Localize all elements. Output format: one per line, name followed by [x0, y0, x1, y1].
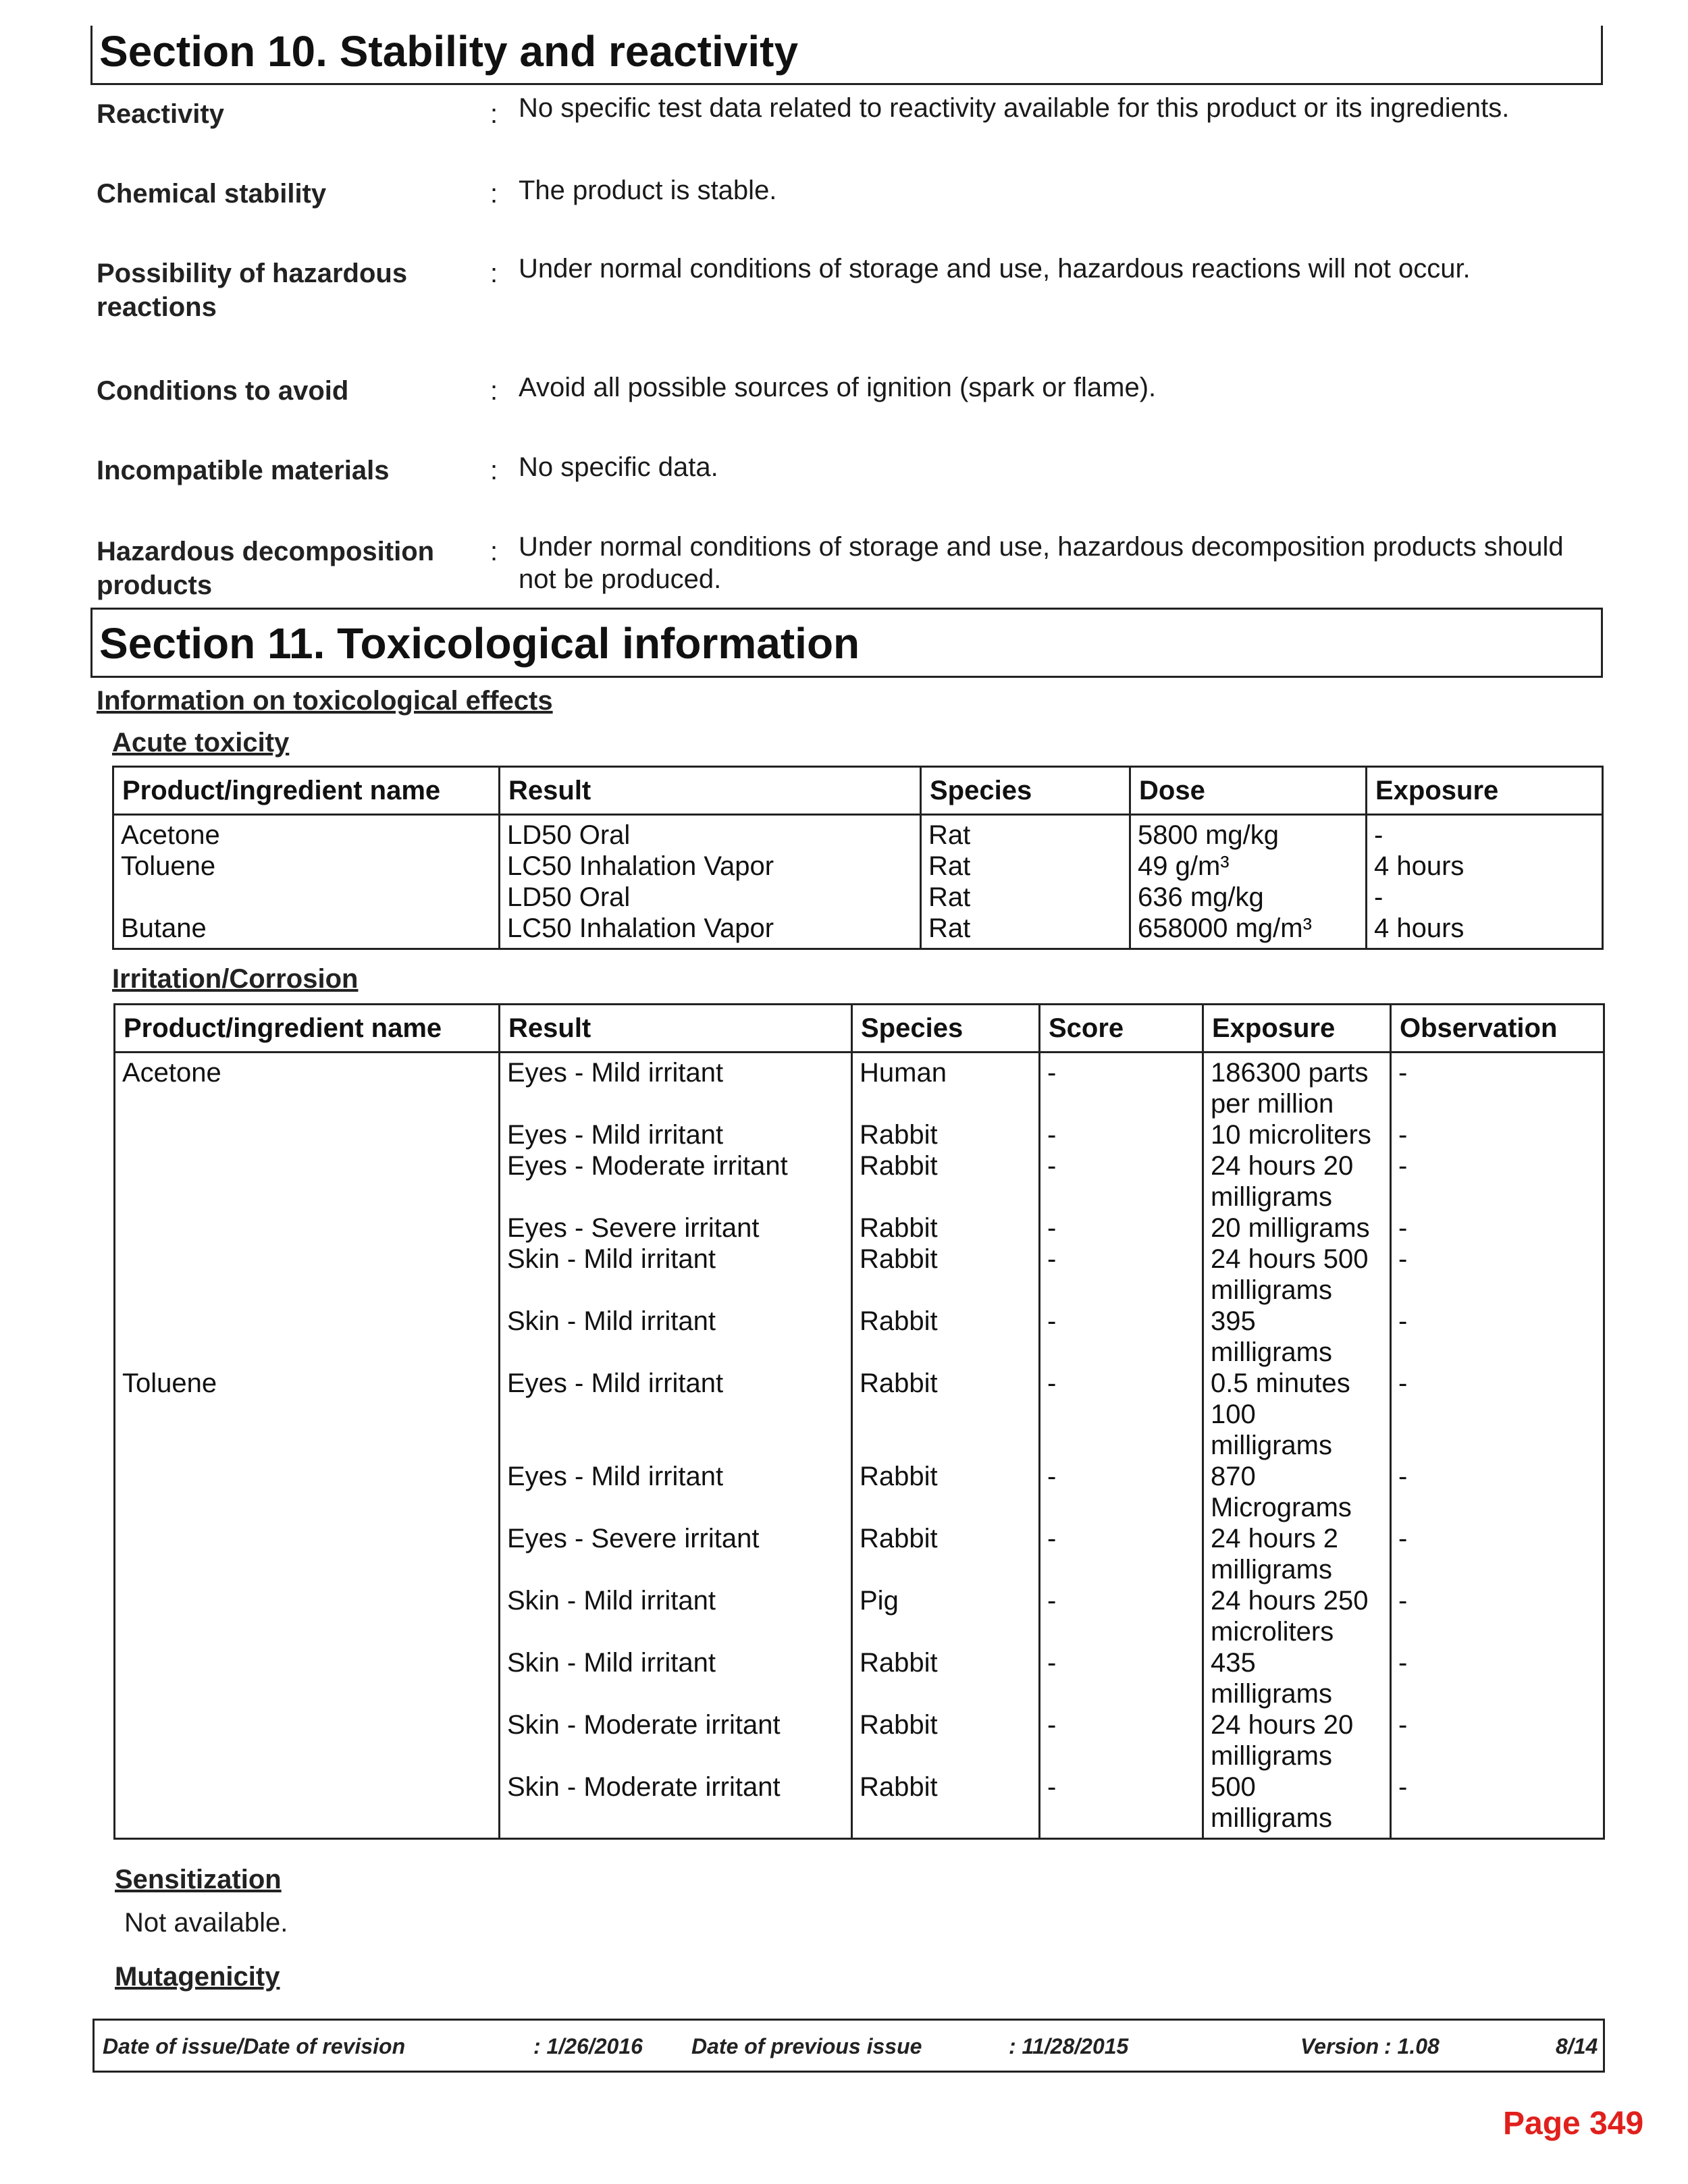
table-cell: Rat	[921, 882, 1130, 913]
table-cell: 435 milligrams	[1203, 1647, 1391, 1709]
table-cell: 5800 mg/kg	[1130, 815, 1367, 851]
table-cell: 0.5 minutes 100 milligrams	[1203, 1368, 1391, 1461]
section-11-header	[90, 608, 1603, 678]
table-cell: 49 g/m³	[1130, 851, 1367, 882]
table-cell: 186300 parts per million	[1203, 1053, 1391, 1120]
column-header: Species	[852, 1005, 1040, 1053]
table-cell: -	[1391, 1306, 1604, 1368]
table-cell: -	[1040, 1709, 1203, 1772]
table-cell: Rabbit	[852, 1523, 1040, 1585]
table-cell: Rabbit	[852, 1461, 1040, 1523]
table-row	[115, 1709, 1604, 1772]
table-row	[115, 1213, 1604, 1244]
table-cell: Eyes - Mild irritant	[500, 1053, 852, 1120]
table-cell: Rabbit	[852, 1368, 1040, 1461]
footer-version-value: : 1.08	[1384, 2034, 1440, 2058]
value-incompatible-materials: No specific data.	[519, 452, 718, 482]
table-cell: Skin - Mild irritant	[500, 1647, 852, 1709]
table-cell: Acetone	[113, 815, 500, 851]
table-cell: Skin - Moderate irritant	[500, 1709, 852, 1772]
table-cell: Eyes - Mild irritant	[500, 1119, 852, 1150]
table-row	[115, 1119, 1604, 1150]
table-cell: Rabbit	[852, 1213, 1040, 1244]
table-cell: -	[1040, 1213, 1203, 1244]
table-cell: -	[1391, 1523, 1604, 1585]
column-header: Observation	[1391, 1005, 1604, 1053]
sensitization-value: Not available.	[124, 1908, 288, 1938]
table-cell	[115, 1306, 500, 1368]
acute-toxicity-heading: Acute toxicity	[112, 728, 290, 757]
table-cell: 24 hours 250 microliters	[1203, 1585, 1391, 1647]
footer-issue-label: Date of issue/Date of revision	[103, 2034, 406, 2058]
table-cell: -	[1391, 1772, 1604, 1839]
label-hazardous-reactions: Possibility of hazardous reactions	[97, 259, 408, 322]
colon: :	[490, 179, 498, 209]
table-cell: -	[1040, 1119, 1203, 1150]
table-cell: 4 hours	[1367, 913, 1603, 949]
table-cell: -	[1391, 1647, 1604, 1709]
table-row	[115, 1244, 1604, 1306]
table-cell: Butane	[113, 913, 500, 949]
table-cell: 24 hours 2 milligrams	[1203, 1523, 1391, 1585]
column-header: Result	[500, 767, 921, 815]
table-cell: 636 mg/kg	[1130, 882, 1367, 913]
table-row	[113, 851, 1603, 882]
sensitization-heading: Sensitization	[115, 1865, 282, 1894]
table-cell: Pig	[852, 1585, 1040, 1647]
value-hazardous-reactions: Under normal conditions of storage and use, hazardous reactions will not occur.	[519, 254, 1471, 284]
table-row	[113, 882, 1603, 913]
table-cell: -	[1040, 1523, 1203, 1585]
footer-prev-value: : 11/28/2015	[1009, 2034, 1129, 2058]
table-cell	[115, 1213, 500, 1244]
table-row	[115, 1647, 1604, 1709]
table-row	[115, 1306, 1604, 1368]
table-cell: -	[1391, 1461, 1604, 1523]
table-header-row	[113, 767, 1603, 815]
table-row	[115, 1772, 1604, 1839]
acute-toxicity-table	[112, 766, 1604, 950]
value-chemical-stability: The product is stable.	[519, 176, 777, 205]
table-row	[115, 1461, 1604, 1523]
table-cell: -	[1040, 1368, 1203, 1461]
table-cell: LC50 Inhalation Vapor	[500, 913, 921, 949]
table-cell: 500 milligrams	[1203, 1772, 1391, 1839]
table-cell: Eyes - Severe irritant	[500, 1213, 852, 1244]
label-conditions-to-avoid: Conditions to avoid	[97, 376, 349, 406]
table-cell: 24 hours 20 milligrams	[1203, 1150, 1391, 1213]
column-header: Product/ingredient name	[113, 767, 500, 815]
table-row	[115, 1053, 1604, 1120]
table-cell: Rat	[921, 851, 1130, 882]
column-header: Product/ingredient name	[115, 1005, 500, 1053]
table-cell: -	[1391, 1119, 1604, 1150]
table-row	[115, 1368, 1604, 1461]
table-cell: Toluene	[115, 1368, 500, 1461]
value-conditions-to-avoid: Avoid all possible sources of ignition (spark or flame).	[519, 373, 1157, 402]
colon: :	[490, 537, 498, 566]
table-cell	[115, 1461, 500, 1523]
table-cell: -	[1040, 1647, 1203, 1709]
table-cell: Skin - Mild irritant	[500, 1306, 852, 1368]
footer-version-label: Version	[1300, 2034, 1379, 2058]
mutagenicity-heading: Mutagenicity	[115, 1962, 280, 1992]
table-cell: Toluene	[113, 851, 500, 882]
info-toxicological-heading: Information on toxicological effects	[97, 686, 553, 716]
table-cell	[115, 1244, 500, 1306]
table-cell: Acetone	[115, 1053, 500, 1120]
table-cell: -	[1391, 1213, 1604, 1244]
table-row	[115, 1523, 1604, 1585]
table-cell: 24 hours 20 milligrams	[1203, 1709, 1391, 1772]
irritation-corrosion-heading: Irritation/Corrosion	[112, 964, 359, 994]
table-cell	[115, 1647, 500, 1709]
table-cell	[115, 1119, 500, 1150]
table-cell: Rabbit	[852, 1306, 1040, 1368]
footer-issue-value: : 1/26/2016	[533, 2034, 643, 2058]
table-cell: Skin - Mild irritant	[500, 1244, 852, 1306]
label-hazardous-decomposition: Hazardous decomposition products	[97, 537, 435, 600]
table-header-row	[115, 1005, 1604, 1053]
table-row	[113, 815, 1603, 851]
label-incompatible-materials: Incompatible materials	[97, 456, 390, 485]
column-header: Result	[500, 1005, 852, 1053]
column-header: Dose	[1130, 767, 1367, 815]
label-chemical-stability: Chemical stability	[97, 179, 327, 209]
section-10-header	[90, 26, 1603, 85]
column-header: Score	[1040, 1005, 1203, 1053]
table-cell: Rabbit	[852, 1709, 1040, 1772]
table-row	[115, 1150, 1604, 1213]
table-cell: Skin - Moderate irritant	[500, 1772, 852, 1839]
table-cell: 24 hours 500 milligrams	[1203, 1244, 1391, 1306]
table-cell: LD50 Oral	[500, 882, 921, 913]
table-row	[113, 913, 1603, 949]
irritation-corrosion-table	[113, 1003, 1605, 1840]
table-cell	[115, 1150, 500, 1213]
table-cell: Skin - Mild irritant	[500, 1585, 852, 1647]
column-header: Exposure	[1203, 1005, 1391, 1053]
table-cell: -	[1040, 1772, 1203, 1839]
footer-prev-label: Date of previous issue	[691, 2034, 922, 2058]
colon: :	[490, 376, 498, 406]
table-cell: -	[1391, 1053, 1604, 1120]
table-cell	[113, 882, 500, 913]
column-header: Species	[921, 767, 1130, 815]
value-reactivity: No specific test data related to reactivity available for this product or its ingredients.	[519, 93, 1510, 123]
table-cell: 20 milligrams	[1203, 1213, 1391, 1244]
table-cell	[115, 1772, 500, 1839]
table-cell: Eyes - Severe irritant	[500, 1523, 852, 1585]
table-cell: 4 hours	[1367, 851, 1603, 882]
table-cell: 870 Micrograms	[1203, 1461, 1391, 1523]
table-cell: Eyes - Mild irritant	[500, 1461, 852, 1523]
table-row	[115, 1585, 1604, 1647]
table-cell: -	[1040, 1150, 1203, 1213]
table-cell: -	[1040, 1244, 1203, 1306]
table-cell: -	[1367, 815, 1603, 851]
page-stamp: Page 349	[1503, 2106, 1644, 2141]
table-cell: Rabbit	[852, 1150, 1040, 1213]
section-10-title: Section 10. Stability and reactivity	[99, 27, 799, 76]
table-cell: Eyes - Mild irritant	[500, 1368, 852, 1461]
table-cell: -	[1391, 1585, 1604, 1647]
table-cell: 658000 mg/m³	[1130, 913, 1367, 949]
table-cell: Rabbit	[852, 1244, 1040, 1306]
table-cell: Rabbit	[852, 1119, 1040, 1150]
section-11-title: Section 11. Toxicological information	[99, 619, 860, 668]
table-cell: Rabbit	[852, 1772, 1040, 1839]
colon: :	[490, 99, 498, 129]
label-reactivity: Reactivity	[97, 99, 224, 129]
table-cell	[115, 1709, 500, 1772]
table-cell: Eyes - Moderate irritant	[500, 1150, 852, 1213]
table-cell: -	[1391, 1244, 1604, 1306]
table-cell: Rat	[921, 815, 1130, 851]
document-footer	[93, 2019, 1605, 2073]
table-cell: Rabbit	[852, 1647, 1040, 1709]
table-cell: -	[1040, 1585, 1203, 1647]
table-cell: Rat	[921, 913, 1130, 949]
table-cell	[115, 1523, 500, 1585]
table-cell: -	[1391, 1709, 1604, 1772]
table-cell: Human	[852, 1053, 1040, 1120]
footer-page-number: 8/14	[1556, 2034, 1598, 2058]
table-cell: LC50 Inhalation Vapor	[500, 851, 921, 882]
table-cell: 395 milligrams	[1203, 1306, 1391, 1368]
colon: :	[490, 259, 498, 288]
table-cell: -	[1391, 1368, 1604, 1461]
table-cell: LD50 Oral	[500, 815, 921, 851]
table-cell: -	[1391, 1150, 1604, 1213]
value-hazardous-decomposition: Under normal conditions of storage and use, hazardous decomposition products should not be produced.	[519, 532, 1564, 594]
table-cell	[115, 1585, 500, 1647]
table-cell: -	[1040, 1053, 1203, 1120]
colon: :	[490, 456, 498, 485]
table-cell: -	[1367, 882, 1603, 913]
table-cell: -	[1040, 1306, 1203, 1368]
column-header: Exposure	[1367, 767, 1603, 815]
table-cell: 10 microliters	[1203, 1119, 1391, 1150]
table-cell: -	[1040, 1461, 1203, 1523]
